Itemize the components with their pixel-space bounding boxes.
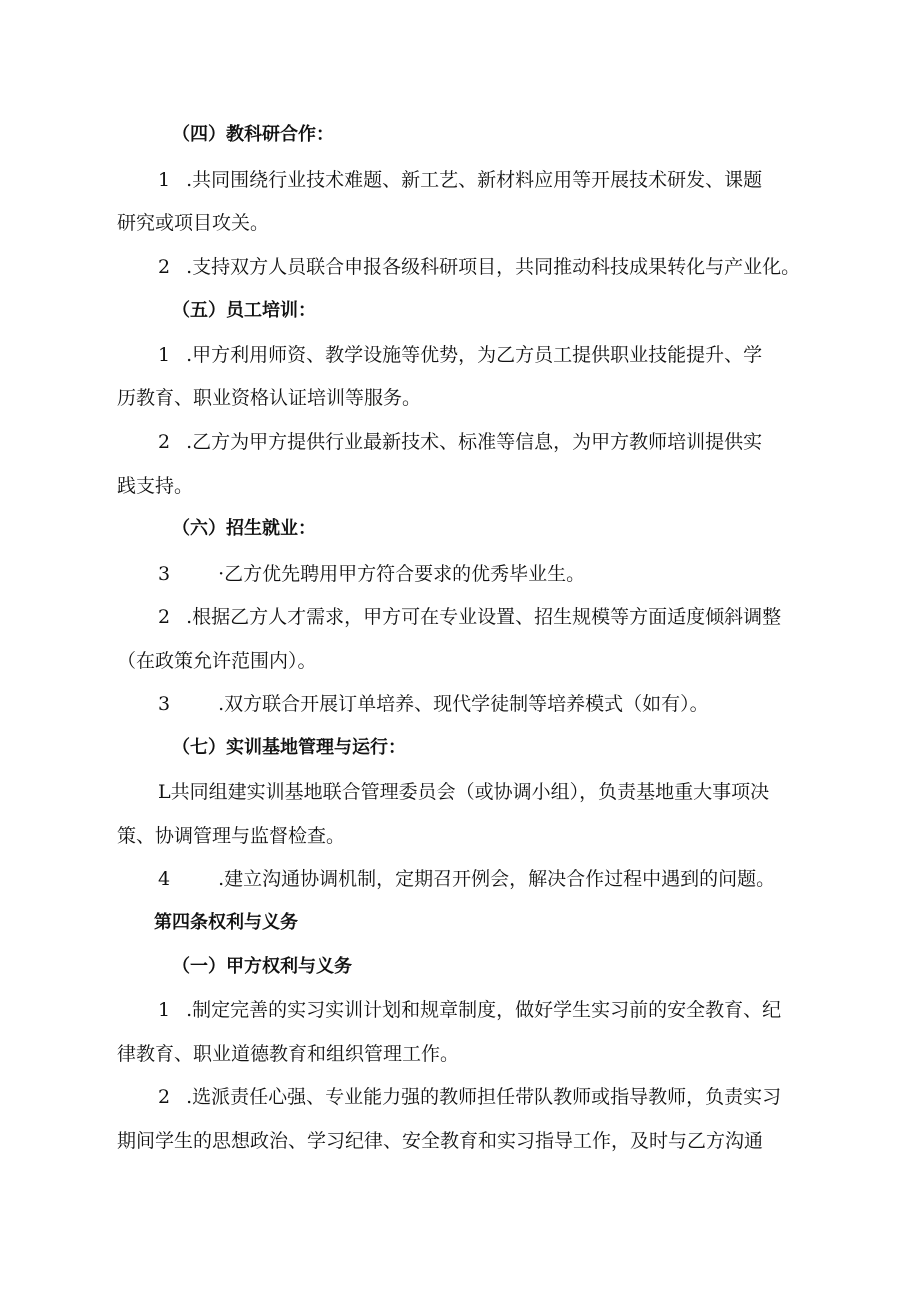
item-text: .制定完善的实习实训计划和规章制度，做好学生实习前的安全教育、纪 bbox=[186, 999, 782, 1021]
article-title: 第四条权利与义务 bbox=[154, 912, 298, 933]
list-item-s5-1 bbox=[158, 343, 762, 367]
list-item-a4-2 bbox=[158, 1085, 781, 1109]
list-item-a4-1 bbox=[158, 998, 781, 1022]
list-item-s7-1: L共同组建实训基地联合管理委员会（或协调小组），负责基地重大事项决 bbox=[158, 781, 770, 803]
item-text: .乙方为甲方提供行业最新技术、标准等信息，为甲方教师培训提供实 bbox=[186, 431, 763, 453]
section-heading-4: （四）教科研合作： bbox=[172, 124, 334, 145]
item-number: 1 bbox=[158, 999, 171, 1021]
list-item-a4-1-cont: 律教育、职业道德教育和组织管理工作。 bbox=[117, 1043, 460, 1065]
item-number: 1 bbox=[158, 169, 171, 191]
item-text: .甲方利用师资、教学设施等优势，为乙方员工提供职业技能提升、学 bbox=[186, 344, 763, 366]
subsection-heading-1: （一）甲方权利与义务 bbox=[172, 956, 352, 977]
item-text: ·乙方优先聘用甲方符合要求的优秀毕业生。 bbox=[218, 563, 586, 585]
item-text: .根据乙方人才需求，甲方可在专业设置、招生规模等方面适度倾斜调整 bbox=[186, 606, 782, 628]
item-text: .双方联合开展订单培养、现代学徒制等培养模式（如有）。 bbox=[218, 693, 709, 715]
item-number: 2 bbox=[158, 606, 171, 628]
section-heading-5: （五）员工培训： bbox=[172, 300, 316, 321]
list-item-s5-2-cont: 践支持。 bbox=[117, 475, 194, 497]
item-text: .共同围绕行业技术难题、新工艺、新材料应用等开展技术研发、课题 bbox=[186, 169, 763, 191]
item-text: .建立沟通协调机制，定期召开例会，解决合作过程中遇到的问题。 bbox=[218, 868, 776, 890]
list-item-s4-1 bbox=[158, 168, 762, 192]
list-item-s5-2 bbox=[158, 430, 762, 454]
item-number: 2 bbox=[158, 256, 171, 278]
list-item-s4-1-cont: 研究或项目攻关。 bbox=[117, 212, 270, 234]
item-text: .选派责任心强、专业能力强的教师担任带队教师或指导教师，负责实习 bbox=[186, 1086, 782, 1108]
list-item-s6-3 bbox=[158, 692, 709, 716]
item-number: 2 bbox=[158, 431, 171, 453]
list-item-s7-1-cont: 策、协调管理与监督检查。 bbox=[117, 825, 346, 847]
section-heading-7: （七）实训基地管理与运行： bbox=[172, 737, 406, 758]
list-item-a4-2-cont: 期间学生的思想政治、学习纪律、安全教育和实习指导工作，及时与乙方沟通 bbox=[117, 1130, 764, 1152]
section-heading-6: （六）招生就业： bbox=[172, 518, 316, 539]
list-item-s7-2 bbox=[158, 867, 775, 891]
item-number: 1 bbox=[158, 344, 171, 366]
item-number: 3 bbox=[158, 693, 171, 715]
list-item-s6-2 bbox=[158, 605, 781, 629]
item-number: 2 bbox=[158, 1086, 171, 1108]
item-number: 3 bbox=[158, 563, 171, 585]
item-number: 4 bbox=[158, 868, 171, 890]
item-text: .支持双方人员联合申报各级科研项目，共同推动科技成果转化与产业化。 bbox=[186, 256, 801, 278]
list-item-s5-1-cont: 历教育、职业资格认证培训等服务。 bbox=[117, 387, 422, 409]
list-item-s6-2-cont: （在政策允许范围内）。 bbox=[117, 650, 317, 672]
list-item-s4-2 bbox=[158, 255, 800, 279]
list-item-s6-1 bbox=[158, 562, 585, 586]
